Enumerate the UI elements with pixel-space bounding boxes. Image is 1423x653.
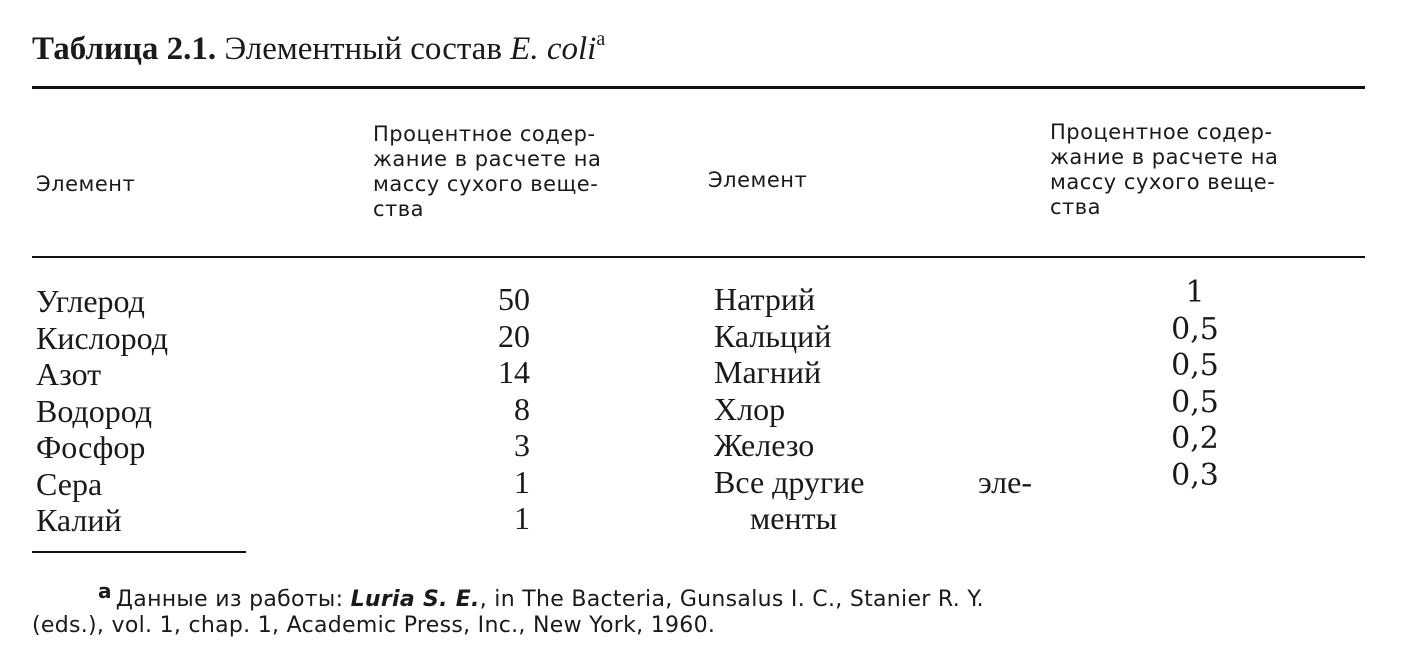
- percent-value: 0,5: [1171, 311, 1219, 347]
- header-percent-right-line: массу сухого веще-: [1050, 170, 1276, 194]
- footnote: [32, 578, 1372, 639]
- element-name-hyphen-part: эле-: [978, 463, 1032, 500]
- percent-value: 1: [1185, 275, 1205, 310]
- percent-value: 0,5: [1171, 348, 1219, 383]
- element-name: Водород: [36, 392, 153, 429]
- header-percent-right: [1050, 120, 1360, 220]
- table-caption: [32, 28, 605, 68]
- footnote-author: Luria S. E.: [350, 587, 480, 612]
- element-name: Сера: [36, 465, 103, 502]
- header-percent-left-line: массу сухого веще-: [373, 172, 599, 196]
- header-percent-right-line: жание в расчете на: [1050, 145, 1279, 169]
- percent-value: 50: [498, 281, 530, 317]
- element-name: Железо: [714, 427, 815, 463]
- left-percent-column: [430, 281, 530, 537]
- element-name: Кальций: [714, 317, 832, 354]
- percent-value: 14: [498, 354, 530, 390]
- header-element-right: Элемент: [708, 168, 808, 192]
- element-name: Магний: [714, 354, 822, 390]
- top-rule: [32, 86, 1365, 89]
- header-rule: [32, 256, 1365, 258]
- header-percent-left-line: жание в расчете на: [373, 147, 602, 171]
- element-name: Натрий: [714, 281, 816, 317]
- percent-value: 3: [514, 427, 530, 463]
- percent-value: 20: [498, 317, 530, 354]
- percent-value: 1: [514, 500, 530, 536]
- table-title: Элементный состав: [224, 31, 502, 67]
- footnote-line-2: (eds.), vol. 1, chap. 1, Academic Press, Inc., New York, 1960.: [32, 613, 716, 638]
- element-name: Кислород: [36, 319, 168, 356]
- footnote-prefix: Данные из работы:: [115, 587, 344, 612]
- footnote-mark: a: [98, 579, 112, 603]
- table-number: Таблица 2.1.: [32, 31, 217, 67]
- element-name-multiline: [714, 464, 1032, 501]
- left-element-column: [36, 283, 296, 539]
- header-percent-left-line: ства: [373, 197, 425, 221]
- percent-value: 8: [514, 390, 530, 427]
- element-name: Углерод: [36, 283, 145, 319]
- right-element-column: [714, 281, 1034, 537]
- percent-value: 0,5: [1171, 384, 1219, 420]
- header-percent-right-line: Процентное содер-: [1050, 120, 1273, 144]
- footnote-rule: [32, 551, 246, 553]
- caption-footnote-mark: a: [596, 28, 606, 50]
- right-percent-column: [1160, 275, 1230, 494]
- element-name: Фосфор: [36, 429, 146, 465]
- element-name: Азот: [36, 356, 102, 392]
- element-name-continuation: менты: [750, 500, 838, 536]
- header-element-left: Элемент: [36, 172, 136, 196]
- header-percent-left-line: Процентное содер-: [373, 122, 596, 146]
- footnote-line-1: [32, 578, 1372, 613]
- element-name: Калий: [36, 502, 122, 538]
- footnote-reference: , in The Bacteria, Gunsalus I. C., Stanier R. Y.: [479, 587, 984, 612]
- header-percent-right-line: ства: [1050, 195, 1102, 219]
- percent-value: 0,3: [1171, 457, 1219, 493]
- percent-value: 0,2: [1171, 421, 1219, 456]
- percent-value: 1: [514, 463, 530, 500]
- header-percent-left: [373, 122, 673, 222]
- organism-name: E. coli: [510, 31, 597, 67]
- element-name-part: Все другие: [714, 463, 865, 500]
- element-name: Хлор: [714, 390, 786, 427]
